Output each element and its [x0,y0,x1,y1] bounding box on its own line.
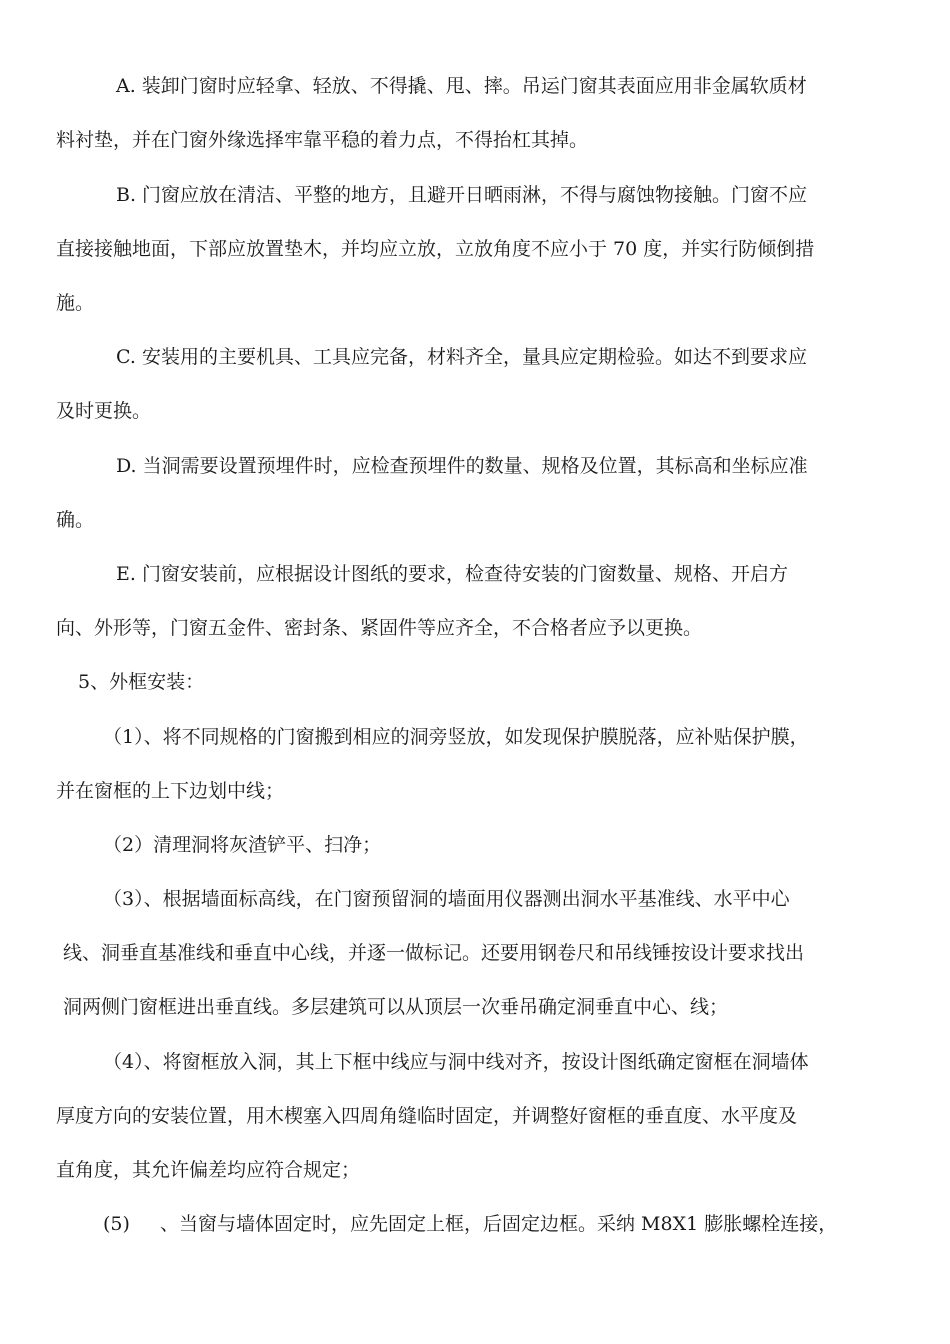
step-4-line-2: 厚度方向的安装位置，用木楔塞入四周角缝临时固定，并调整好窗框的垂直度、水平度及 [56,1105,798,1127]
paragraph-e-line-2: 向、外形等，门窗五金件、密封条、紧固件等应齐全，不合格者应予以更换。 [56,617,703,639]
paragraph-e-line-1: E. 门窗安装前，应根据设计图纸的要求，检查待安装的门窗数量、规格、开启方 [116,563,788,585]
step-3-line-2: 线、洞垂直基准线和垂直中心线，并逐一做标记。还要用钢卷尺和吊线锤按设计要求找出 [63,942,805,964]
step-5-line-1: 、当窗与墙体固定时，应先固定上框，后固定边框。采纳 M8X1 膨胀螺栓连接， [160,1213,838,1235]
paragraph-b-line-2: 直接接触地面，下部应放置垫木，并均应立放，立放角度不应小于 70 度，并实行防倾倒措 [56,238,815,260]
paragraph-a-line-1: A. 装卸门窗时应轻拿、轻放、不得撬、甩、摔。吊运门窗其表面应用非金属软质材 [116,75,807,97]
step-1-line-2: 并在窗框的上下边划中线； [56,780,285,802]
section-5-heading: 5、外框安装： [78,671,205,693]
paragraph-d-line-1: D. 当洞需要设置预埋件时，应检查预埋件的数量、规格及位置，其标高和坐标应准 [116,455,808,477]
paragraph-b-line-1: B. 门窗应放在清洁、平整的地方，且避开日晒雨淋，不得与腐蚀物接触。门窗不应 [116,184,808,206]
step-5-number: (5) [103,1213,130,1235]
step-3-line-3: 洞两侧门窗框进出垂直线。多层建筑可以从顶层一次垂吊确定洞垂直中心、线； [63,996,729,1018]
step-2-line-1: （2）清理洞将灰渣铲平、扫净； [103,834,382,856]
step-3-line-1: （3）、根据墙面标高线，在门窗预留洞的墙面用仪器测出洞水平基准线、水平中心 [103,888,790,910]
step-4-line-3: 直角度，其允许偏差均应符合规定； [56,1159,361,1181]
step-4-line-1: （4）、将窗框放入洞，其上下框中线应与洞中线对齐，按设计图纸确定窗框在洞墙体 [103,1051,809,1073]
paragraph-a-line-2: 料衬垫，并在门窗外缘选择牢靠平稳的着力点，不得抬杠其掉。 [56,129,589,151]
paragraph-c-line-1: C. 安装用的主要机具、工具应完备，材料齐全，量具应定期检验。如达不到要求应 [116,346,807,368]
step-1-line-1: （1）、将不同规格的门窗搬到相应的洞旁竖放，如发现保护膜脱落，应补贴保护膜， [103,726,809,748]
paragraph-b-line-3: 施。 [56,292,95,314]
paragraph-d-line-2: 确。 [56,509,95,531]
paragraph-c-line-2: 及时更换。 [56,400,152,422]
